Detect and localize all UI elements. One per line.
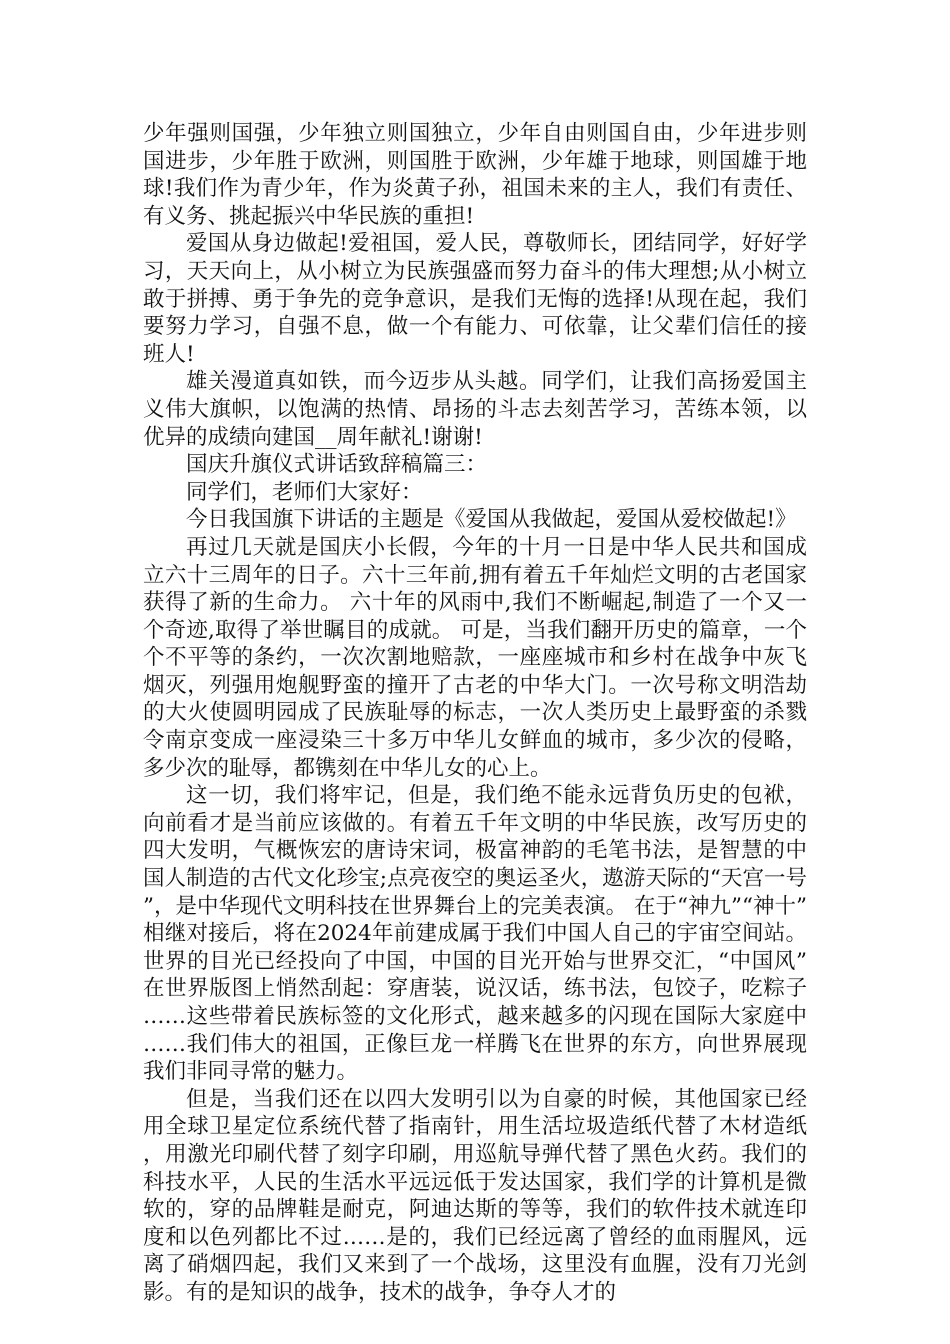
speech-topic: 今日我国旗下讲话的主题是《爱国从我做起，爱国从爱校做起!》: [186, 507, 797, 533]
paragraph-look-forward: 这一切，我们将牢记，但是，我们绝不能永远背负历史的包袱，向前看才是当前应该做的。有着五千年文明的中华民族，改写历史的四大发明，气概恢宏的唐诗宋词，极富神韵的毛笔书法，是智慧的中国人制造的古代文化珍宝;点亮夜空的奥运圣火，遨游天际的“天宫一号”，是中华现代文明科技在世界舞台上的完美表演。 在于“神九”“神十”相继对接后，将在2024年前建成属于我们中国人自己的宇宙空间站。世界的目光已经投向了中国，中国的目光开始与世界交汇，“中国风”在世界版图上悄然刮起：穿唐装，说汉话，练书法，包饺子，吃粽子……这些带着民族标签的文化形式，越来越多的闪现在国际大家庭中……我们伟大的祖国，正像巨龙一样腾飞在世界的东方，向世界展现我们非同寻常的魅力。: [143, 783, 807, 1085]
paragraph-national-day: 再过几天就是国庆小长假，今年的十月一日是中华人民共和国成立六十三周年的日子。六十三年前,拥有着五千年灿烂文明的古老国家获得了新的生命力。 六十年的风雨中,我们不断崛起,制造了一个又一个奇迹,取得了举世瞩目的成就。 可是，当我们翻开历史的篇章，一个个不平等的条约，一次次割地赔款，一座座城市和乡村在战争中灰飞烟灭，列强用炮舰野蛮的撞开了古老的中华大门。一次号称文明浩劫的大火使圆明园成了民族耻辱的标志，一次人类历史上最野蛮的杀戮令南京变成一座浸染三十多万中华儿女鲜血的城市，多少次的侵略，多少次的耻辱，都镌刻在中华儿女的心上。: [143, 534, 807, 781]
salutation: 同学们，老师们大家好：: [186, 479, 423, 505]
paragraph-technology: 但是，当我们还在以四大发明引以为自豪的时候，其他国家已经用全球卫星定位系统代替了指南针，用生活垃圾造纸代替了木材造纸，用激光印刷代替了刻字印刷，用巡航导弹代替了黑色火药。我们的科技水平，人民的生活水平远远低于发达国家，我们学的计算机是微软的，穿的品牌鞋是耐克，阿迪达斯的等等，我们的软件技术就连印度和以色列都比不过……是的，我们已经远离了曾经的血雨腥风，远离了硝烟四起，我们又来到了一个战场，这里没有血腥，没有刀光剑影。有的是知识的战争，技术的战争，争夺人才的: [143, 1086, 807, 1305]
section-heading: 国庆升旗仪式讲话致辞稿篇三：: [186, 452, 488, 478]
paragraph-closing: 雄关漫道真如铁，而今迈步从头越。同学们，让我们高扬爱国主义伟大旗帜，以饱满的热情、昂扬的斗志去刻苦学习，苦练本领，以优异的成绩向建国__周年献礼!谢谢!: [143, 369, 807, 450]
paragraph-youth-strong: 少年强则国强，少年独立则国独立，少年自由则国自由，少年进步则国进步，少年胜于欧洲，则国胜于欧洲，少年雄于地球，则国雄于地球!我们作为青少年，作为炎黄子孙，祖国未来的主人，我们有责任、有义务、挑起振兴中华民族的重担!: [143, 121, 807, 229]
paragraph-love-country: 爱国从身边做起!爱祖国，爱人民，尊敬师长，团结同学，好好学习，天天向上，从小树立为民族强盛而努力奋斗的伟大理想;从小树立敢于拼搏、勇于争先的竞争意识，是我们无悔的选择!从现在起，我们要努力学习，自强不息，做一个有能力、可依靠，让父辈们信任的接班人!: [143, 231, 807, 367]
speech-text: [143, 120, 807, 1307]
